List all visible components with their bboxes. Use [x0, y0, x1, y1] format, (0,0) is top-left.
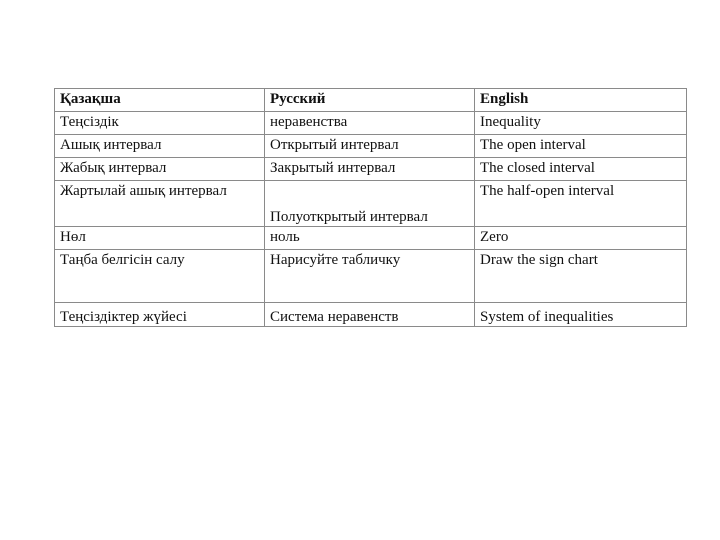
cell-russian: Закрытый интервал: [265, 158, 475, 181]
cell-kazakh: Ашық интервал: [55, 135, 265, 158]
cell-english: Inequality: [475, 112, 687, 135]
cell-english: The half-open interval: [475, 181, 687, 227]
cell-kazakh: Теңсіздіктер жүйесі: [55, 303, 265, 327]
cell-english: The open interval: [475, 135, 687, 158]
cell-russian: Нарисуйте табличку: [265, 250, 475, 303]
header-kazakh: Қазақша: [55, 89, 265, 112]
cell-kazakh: Теңсіздік: [55, 112, 265, 135]
cell-kazakh: Жартылай ашық интервал: [55, 181, 265, 227]
cell-kazakh: Нөл: [55, 227, 265, 250]
table-header-row: [55, 89, 687, 112]
cell-english: System of inequalities: [475, 303, 687, 327]
header-english: English: [475, 89, 687, 112]
cell-russian: ноль: [265, 227, 475, 250]
cell-english: Zero: [475, 227, 687, 250]
table-row: [55, 112, 687, 135]
table-row: [55, 181, 687, 227]
cell-russian: Система неравенств: [265, 303, 475, 327]
cell-kazakh: Жабық интервал: [55, 158, 265, 181]
header-russian: Русский: [265, 89, 475, 112]
cell-russian: Полуоткрытый интервал: [265, 181, 475, 227]
table-row: [55, 135, 687, 158]
table-row: [55, 227, 687, 250]
glossary-table: [54, 88, 687, 327]
cell-russian: неравенства: [265, 112, 475, 135]
cell-russian: Открытый интервал: [265, 135, 475, 158]
table-row: [55, 303, 687, 327]
table-row: [55, 250, 687, 303]
table-row: [55, 158, 687, 181]
cell-english: The closed interval: [475, 158, 687, 181]
cell-kazakh: Таңба белгісін салу: [55, 250, 265, 303]
cell-english: Draw the sign chart: [475, 250, 687, 303]
